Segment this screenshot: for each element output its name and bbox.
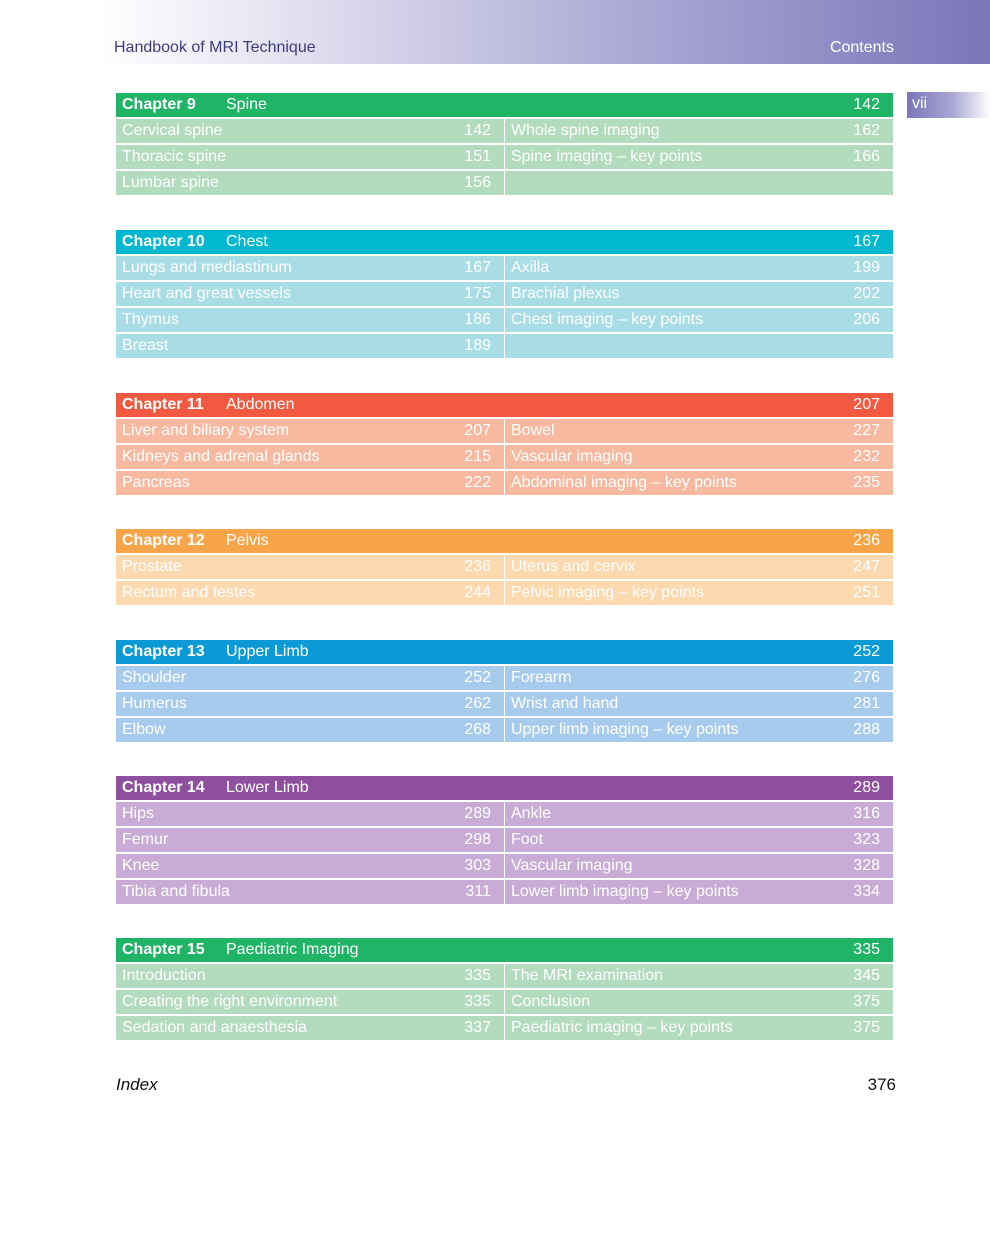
toc-entry[interactable] [116,119,504,143]
toc-entry[interactable] [116,692,504,716]
chapter-number: Chapter 15 [122,941,205,958]
entry-title: Liver and biliary system [122,422,290,439]
entry-page: 345 [853,967,880,984]
entry-page: 288 [853,721,880,738]
section-title: Contents [829,39,894,56]
chapter-block [116,776,893,906]
entry-title: Lumbar spine [122,174,219,191]
entry-filler [505,171,893,195]
entry-page: 215 [464,448,491,465]
entry-title: Introduction [122,967,206,984]
entry-title: Vascular imaging [511,448,633,465]
entry-title: Conclusion [511,993,591,1010]
column-right [505,666,893,744]
entry-page: 298 [464,831,491,848]
column-left [116,256,504,360]
column-left [116,119,504,197]
entry-title: Uterus and cervix [511,558,636,575]
chapter-page: 252 [853,643,880,660]
toc-entry[interactable] [505,445,893,469]
column-left [116,964,504,1042]
entry-title: Kidneys and adrenal glands [122,448,320,465]
entry-page: 337 [464,1019,491,1036]
toc-entry[interactable] [116,880,504,904]
entry-title: Sedation and anaesthesia [122,1019,308,1036]
column-right [505,802,893,906]
toc-entry[interactable] [116,445,504,469]
toc-entry[interactable] [116,308,504,332]
entry-page: 189 [464,337,491,354]
toc-entry[interactable] [505,964,893,988]
entry-page: 222 [464,474,491,491]
toc-entry[interactable] [505,718,893,742]
entry-page: 323 [853,831,880,848]
toc-entry[interactable] [505,145,893,169]
entry-title: Creating the right environment [122,993,338,1010]
chapter-title: Lower Limb [226,779,309,796]
entry-page: 334 [853,883,880,900]
entry-title: Heart and great vessels [122,285,291,302]
chapter-number: Chapter 9 [122,96,196,113]
column-right [505,119,893,197]
entry-page: 167 [464,259,491,276]
entry-page: 262 [464,695,491,712]
chapter-title: Chest [226,233,268,250]
entry-page: 328 [853,857,880,874]
toc-entry[interactable] [116,419,504,443]
entry-title: Cervical spine [122,122,223,139]
index-entry[interactable] [116,1075,896,1095]
chapter-title: Pelvis [226,532,269,549]
chapter-heading[interactable] [116,776,893,800]
index-label: Index [116,1075,158,1094]
toc-entry[interactable] [116,854,504,878]
chapter-heading[interactable] [116,529,893,553]
entry-page: 186 [464,311,491,328]
entry-page: 247 [853,558,880,575]
entry-title: Vascular imaging [511,857,633,874]
entry-page: 276 [853,669,880,686]
entry-page: 251 [853,584,880,601]
column-right [505,419,893,497]
chapter-block [116,938,893,1042]
entry-title: Pelvic imaging – key points [511,584,704,601]
toc-entry[interactable] [505,308,893,332]
chapter-heading[interactable] [116,938,893,962]
toc-entry[interactable] [505,1016,893,1040]
entry-title: Rectum and testes [122,584,256,601]
chapter-heading[interactable] [116,230,893,254]
toc-entry[interactable] [116,334,504,358]
chapter-block [116,393,893,497]
entry-page: 236 [464,558,491,575]
entry-title: Abdominal imaging – key points [511,474,737,491]
page-number-tab [907,92,990,118]
chapter-title: Paediatric Imaging [226,941,359,958]
toc-entry[interactable] [505,854,893,878]
toc-entry[interactable] [116,964,504,988]
entry-title: Knee [122,857,160,874]
entry-title: Lungs and mediastinum [122,259,292,276]
entry-page: 252 [464,669,491,686]
toc-entry[interactable] [505,802,893,826]
entry-page: 244 [464,584,491,601]
column-left [116,555,504,607]
column-right [505,256,893,360]
entry-page: 281 [853,695,880,712]
entry-page: 375 [853,993,880,1010]
entry-title: Foot [511,831,544,848]
entry-filler [505,334,893,358]
entry-title: Femur [122,831,169,848]
toc-entry[interactable] [505,555,893,579]
chapter-block [116,93,893,197]
column-left [116,802,504,906]
toc-entry[interactable] [505,581,893,605]
chapter-block [116,529,893,607]
page-number: vii [912,95,928,112]
entry-title: Thymus [122,311,179,328]
entry-page: 166 [853,148,880,165]
toc-entry[interactable] [116,666,504,690]
toc-entry[interactable] [505,666,893,690]
entry-page: 335 [464,967,491,984]
entry-page: 199 [853,259,880,276]
entry-page: 316 [853,805,880,822]
entry-page: 311 [465,883,491,900]
entry-page: 227 [853,422,880,439]
column-right [505,964,893,1042]
entry-title: Bowel [511,422,555,439]
chapter-page: 289 [853,779,880,796]
toc-entry[interactable] [505,828,893,852]
toc-entry[interactable] [505,692,893,716]
toc-entry[interactable] [116,718,504,742]
toc-entry[interactable] [116,471,504,495]
chapter-title: Upper Limb [226,643,309,660]
entry-title: Lower limb imaging – key points [511,883,739,900]
entry-page: 235 [853,474,880,491]
chapter-page: 167 [853,233,880,250]
chapter-number: Chapter 13 [122,643,205,660]
book-title: Handbook of MRI Technique [114,39,316,56]
chapter-number: Chapter 12 [122,532,205,549]
toc-entry[interactable] [116,555,504,579]
column-left [116,419,504,497]
entry-title: Spine imaging – key points [511,148,703,165]
chapter-heading[interactable] [116,393,893,417]
entry-title: Forearm [511,669,572,686]
entry-title: Upper limb imaging – key points [511,721,739,738]
toc-entry[interactable] [505,119,893,143]
column-right [505,555,893,607]
entry-page: 268 [464,721,491,738]
entry-title: Ankle [511,805,552,822]
entry-title: Pancreas [122,474,190,491]
entry-page: 232 [853,448,880,465]
entry-page: 162 [853,122,880,139]
chapter-number: Chapter 14 [122,779,205,796]
toc-entry[interactable] [116,1016,504,1040]
entry-title: Breast [122,337,169,354]
entry-page: 142 [464,122,491,139]
entry-page: 207 [464,422,491,439]
entry-title: Whole spine imaging [511,122,660,139]
entry-page: 303 [464,857,491,874]
entry-page: 202 [853,285,880,302]
chapter-block [116,230,893,360]
entry-title: Elbow [122,721,166,738]
toc-entry[interactable] [116,145,504,169]
index-page: 376 [867,1075,896,1094]
toc-entry[interactable] [116,282,504,306]
entry-page: 335 [464,993,491,1010]
chapter-heading[interactable] [116,640,893,664]
entry-title: Humerus [122,695,187,712]
chapter-page: 142 [853,96,880,113]
toc-entry[interactable] [505,471,893,495]
toc-entry[interactable] [116,802,504,826]
entry-page: 289 [464,805,491,822]
toc-entry[interactable] [116,990,504,1014]
column-left [116,666,504,744]
toc-entry[interactable] [505,990,893,1014]
chapter-page: 335 [853,941,880,958]
chapter-block [116,640,893,744]
entry-title: Paediatric imaging – key points [511,1019,733,1036]
entry-page: 156 [464,174,491,191]
entry-page: 206 [853,311,880,328]
toc-entry[interactable] [116,581,504,605]
entry-page: 175 [464,285,491,302]
toc-entry[interactable] [505,282,893,306]
entry-title: Prostate [122,558,182,575]
entry-title: Chest imaging – key points [511,311,704,328]
chapter-page: 207 [853,396,880,413]
entry-page: 375 [853,1019,880,1036]
toc-entry[interactable] [505,419,893,443]
entry-title: Shoulder [122,669,187,686]
toc-entry[interactable] [116,256,504,280]
entry-title: Hips [122,805,155,822]
entry-title: Axilla [511,259,550,276]
toc-entry[interactable] [116,171,504,195]
chapter-number: Chapter 10 [122,233,205,250]
entry-title: The MRI examination [511,967,664,984]
toc-entry[interactable] [505,256,893,280]
entry-title: Brachial plexus [511,285,620,302]
chapter-title: Spine [226,96,267,113]
chapter-heading[interactable] [116,93,893,117]
entry-title: Thoracic spine [122,148,227,165]
chapter-page: 236 [853,532,880,549]
chapter-number: Chapter 11 [122,396,204,413]
chapter-title: Abdomen [226,396,295,413]
entry-page: 151 [464,148,491,165]
toc-entry[interactable] [116,828,504,852]
entry-title: Wrist and hand [511,695,619,712]
toc-entry[interactable] [505,880,893,904]
entry-title: Tibia and fibula [122,883,230,900]
